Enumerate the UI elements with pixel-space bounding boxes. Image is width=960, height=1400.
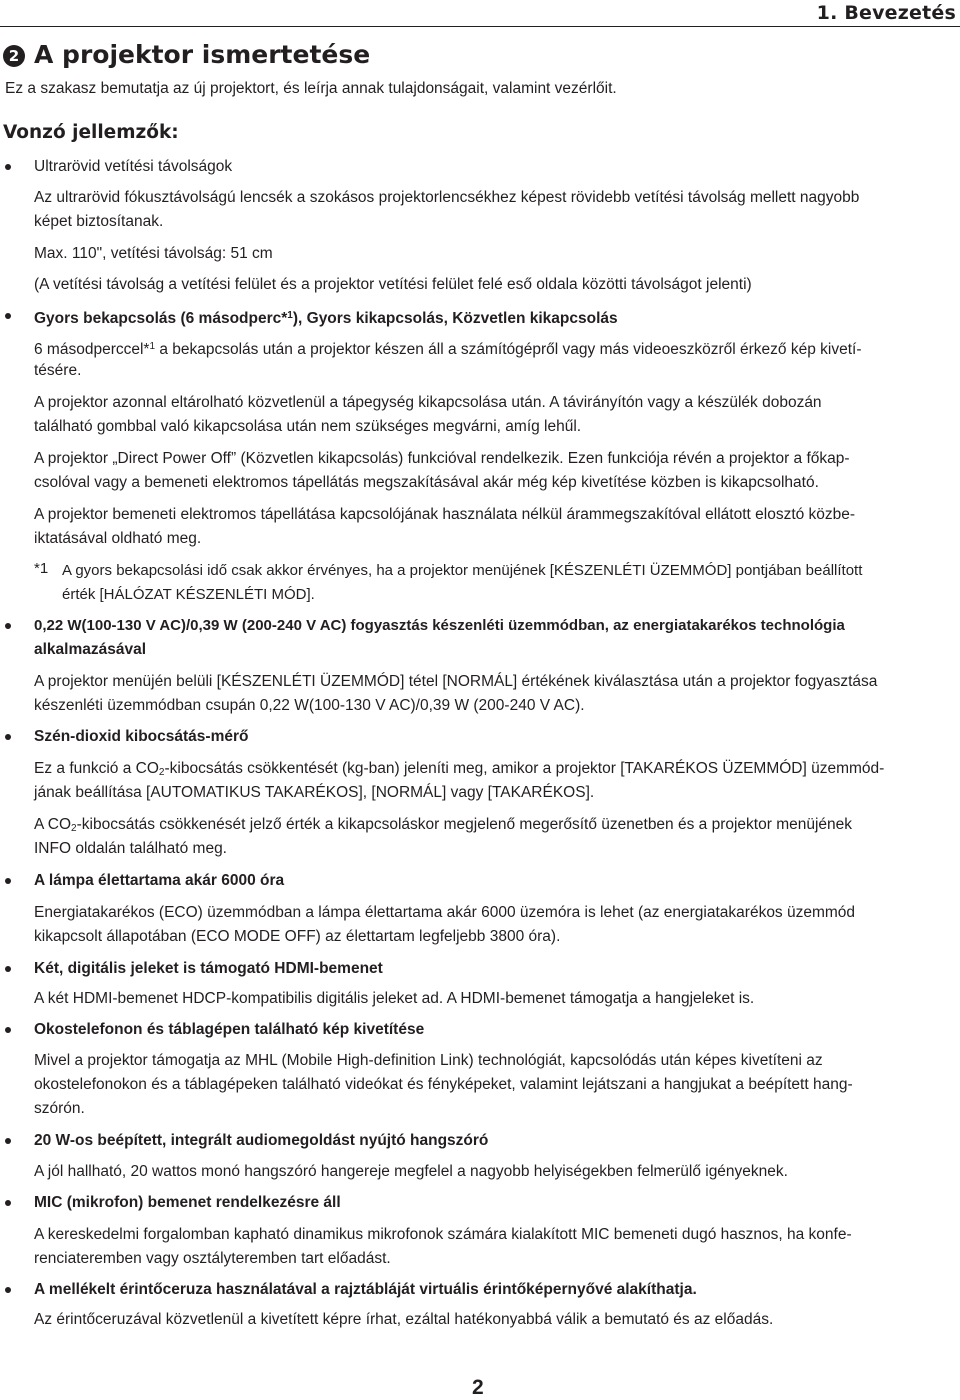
feature-text: A két HDMI-bemenet HDCP-kompatibilis digitális jeleket ad. A HDMI-bemenet támogatja a hangjeleket is. xyxy=(34,990,755,1007)
bullet-icon xyxy=(5,1138,11,1144)
section-title xyxy=(3,40,370,69)
feature-text: található gombbal való kikapcsolása után nem szükséges megvárni, amíg lehűl. xyxy=(34,418,582,435)
bullet-icon xyxy=(5,878,11,884)
section-title-text: A projektor ismertetése xyxy=(34,40,371,69)
feature-title: 0,22 W(100-130 V AC)/0,39 W (200-240 V AC) fogyasztás készenléti üzemmódban, az energiatakarékos technológia xyxy=(34,617,845,634)
feature-title: 20 W-os beépített, integrált audiomegoldást nyújtó hangszóró xyxy=(34,1132,489,1149)
bullet-icon xyxy=(5,1027,11,1033)
feature-text: A jól hallható, 20 wattos monó hangszóró hangereje megfelel a nagyobb helyiségekben felmerülő igényeknek. xyxy=(34,1163,788,1180)
feature-text: Az ultrarövid fókusztávolságú lencsék a szokásos projektorlencsékhez képest rövidebb vetítési távolság mellett nagyobb xyxy=(34,189,860,206)
feature-title: Gyors bekapcsolás (6 másodperc*$^1$), Gyors kikapcsolás, Közvetlen kikapcsolás xyxy=(34,310,618,327)
feature-title: Okostelefonon és táblagépen található kép kivetítése xyxy=(34,1021,425,1038)
header-divider xyxy=(0,26,960,27)
feature-text: A projektor menüjén belüli [KÉSZENLÉTI ÜZEMMÓD] tétel [NORMÁL] értékének kiválasztása után a projektor fogyasztása xyxy=(34,673,878,690)
chapter-title: 1. Bevezetés xyxy=(816,2,956,24)
feature-text: Az érintőceruzával közvetlenül a kivetített képre írhat, ezáltal hatékonyabbá válik a bemutató és az előadás. xyxy=(34,1311,774,1328)
feature-title: Két, digitális jeleket is támogató HDMI-bemenet xyxy=(34,960,383,977)
bullet-icon xyxy=(5,734,11,740)
feature-text: kikapcsolt állapotában (ECO MODE OFF) az élettartam legfeljebb 3800 óra). xyxy=(34,928,561,945)
bullet-icon xyxy=(5,966,11,972)
feature-text: A projektor „Direct Power Off” (Közvetlen kikapcsolás) funkcióval rendelkezik. Ezen funkciója révén a projektor a főkap- xyxy=(34,450,850,467)
feature-text: 6 másodperccel*$^1$ a bekapcsolás után a projektor készen áll a számítógépről vagy más videoeszközről érkező kép kivetí- xyxy=(34,341,862,358)
feature-text: Max. 110", vetítési távolság: 51 cm xyxy=(34,245,273,262)
footnote-text: érték [HÁLÓZAT KÉSZENLÉTI MÓD]. xyxy=(62,586,315,603)
feature-text: képet biztosítanak. xyxy=(34,213,164,230)
feature-text: INFO oldalán található meg. xyxy=(34,840,227,857)
bullet-icon xyxy=(5,164,11,170)
footnote-mark: *1 xyxy=(34,560,49,577)
bullet-icon xyxy=(5,1287,11,1293)
feature-title: Ultrarövid vetítési távolságok xyxy=(34,158,233,175)
footnote-text: A gyors bekapcsolási idő csak akkor érvényes, ha a projektor menüjének [KÉSZENLÉTI ÜZEMMÓD] pontjában beállított xyxy=(62,562,863,579)
feature-text: A projektor bemeneti elektromos tápellátása kapcsolójának használata nélkül árammegszakítóval ellátott elosztó közbe- xyxy=(34,506,856,523)
section-number-badge: 2 xyxy=(3,45,25,67)
feature-title: Szén-dioxid kibocsátás-mérő xyxy=(34,728,249,745)
feature-text: renciateremben vagy osztályteremben tart előadást. xyxy=(34,1250,391,1267)
feature-text: tésére. xyxy=(34,362,82,379)
feature-title: A lámpa élettartama akár 6000 óra xyxy=(34,872,285,889)
bullet-icon xyxy=(5,1200,11,1206)
feature-text: jának beállítása [AUTOMATIKUS TAKARÉKOS], [NORMÁL] vagy [TAKARÉKOS]. xyxy=(34,784,595,801)
feature-text: szórón. xyxy=(34,1100,85,1117)
feature-text: csolóval vagy a bemeneti elektromos tápellátás megszakításával akár még kép kivetítése közben is kikapcsolható. xyxy=(34,474,819,491)
feature-title: alkalmazásával xyxy=(34,641,147,658)
feature-text: Mivel a projektor támogatja az MHL (Mobile High-definition Link) technológiát, kapcsolódás után képes kivetíteni az xyxy=(34,1052,823,1069)
feature-text: készenléti üzemmódban csupán 0,22 W(100-130 V AC)/0,39 W (200-240 V AC). xyxy=(34,697,585,714)
features-heading: Vonzó jellemzők: xyxy=(3,122,179,143)
bullet-icon xyxy=(5,623,11,629)
feature-text: okostelefonokon és a táblagépeken található videókat és fényképeket, valamint lejátszani a hangjukat a beépített hang- xyxy=(34,1076,853,1093)
feature-text: A kereskedelmi forgalomban kapható dinamikus mikrofonok számára kialakított MIC bemeneti dugó hasznos, ha konfe- xyxy=(34,1226,852,1243)
section-intro: Ez a szakasz bemutatja az új projektort, és leírja annak tulajdonságait, valamint vezérlőit. xyxy=(5,80,617,97)
feature-title: MIC (mikrofon) bemenet rendelkezésre áll xyxy=(34,1194,341,1211)
page-number: 2 xyxy=(472,1376,484,1399)
feature-text: Energiatakarékos (ECO) üzemmódban a lámpa élettartama akár 6000 üzemóra is lehet (az energiatakarékos üzemmód xyxy=(34,904,856,921)
feature-text: A projektor azonnal eltárolható közvetlenül a tápegység kikapcsolása után. A távirányítón vagy a készülék dobozán xyxy=(34,394,822,411)
bullet-icon xyxy=(5,313,11,319)
feature-text: Ez a funkció a $CO_2$-kibocsátás csökkentését (kg-ban) jeleníti meg, amikor a projektor [TAKARÉKOS ÜZEMMÓD] üzemmód- xyxy=(34,760,885,778)
feature-text: A $CO_2$-kibocsátás csökkenését jelző érték a kikapcsoláskor megjelenő megerősítő üzenetben és a projektor menüjének xyxy=(34,816,853,834)
feature-title: A mellékelt érintőceruza használatával a rajztábláját virtuális érintőképernyővé alakíthatja. xyxy=(34,1281,697,1298)
feature-text: (A vetítési távolság a vetítési felület és a projektor vetítési felület felé eső oldala közötti távolságot jelenti) xyxy=(34,276,752,293)
feature-text: iktatásával oldható meg. xyxy=(34,530,202,547)
